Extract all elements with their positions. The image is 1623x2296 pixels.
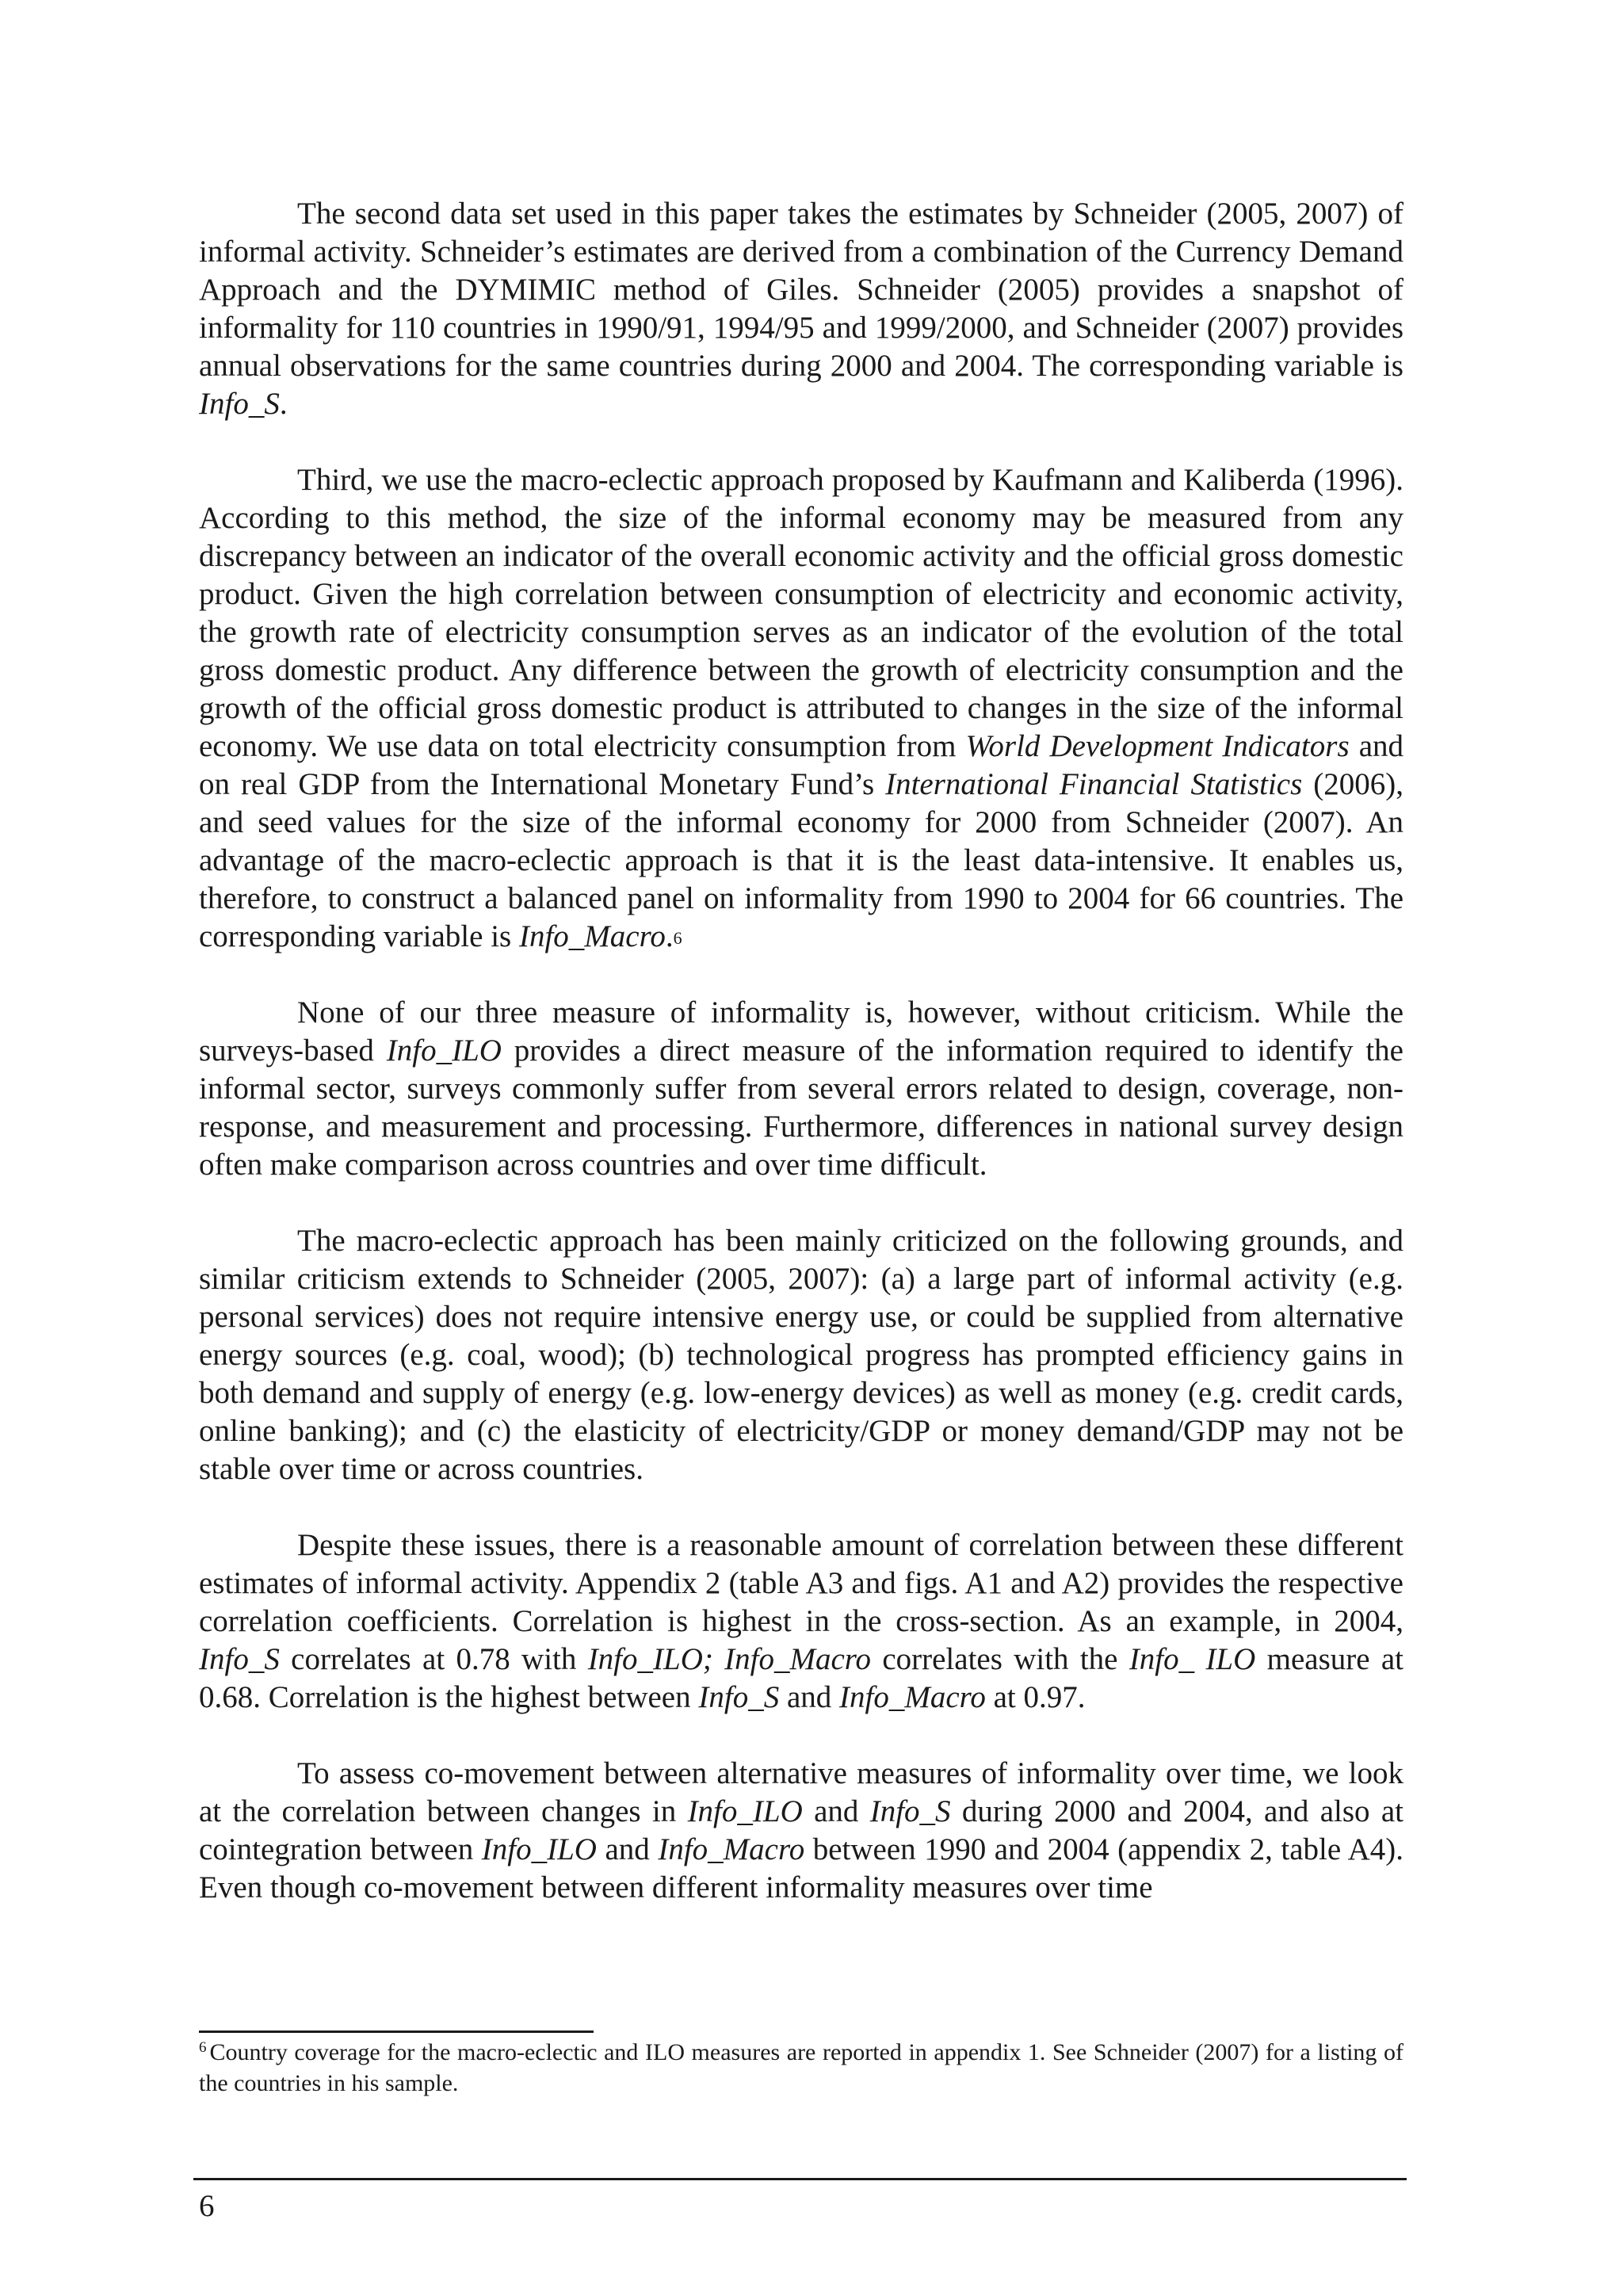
footer-rule (193, 2178, 1407, 2180)
italic-term: Info_ILO (687, 1794, 803, 1828)
footnote-text: Country coverage for the macro-eclectic and ILO measures are reported in appendix 1. See Schneider (2007) for a listing of the countries in his sample. (199, 2039, 1403, 2096)
text-run: The second data set used in this paper takes the estimates by Schneider (2005, 2007) of informal activity. Schneider’s estimates are derived from a combination of the Currency Demand Approach and the DYMIMIC method of Giles. Schneider (2005) provides a snapshot of informality for 110 countries in 1990/91, 1994/95 and 1999/2000, and Schneider (2007) provides annual observations for the same countries during 2000 and 2004. The corresponding variable is (199, 197, 1403, 383)
text-run: provides a direct measure of the information required to identify the informal sector, surveys commonly suffer from several errors related to design, coverage, non-response, and measurement and processing. Furthermore, differences in national survey design often make comparison across countries and over time difficult. (199, 1033, 1403, 1182)
paragraph (199, 1222, 1403, 1488)
text-run: The macro-eclectic approach has been mainly criticized on the following grounds, and similar criticism extends to Schneider (2005, 2007): (a) a large part of informal activity (e.g. personal services) does not require intensive energy use, or could be supplied from alternative energy sources (e.g. coal, wood); (b) technological progress has prompted efficiency gains in both demand and supply of energy (e.g. low-energy devices) as well as money (e.g. credit cards, online banking); and (c) the elasticity of electricity/GDP or money demand/GDP may not be stable over time or across countries. (199, 1224, 1403, 1486)
text-run: between 1990 and 2004 (appendix 2, table A4). Even though co-movement between different informality measures over time (199, 1832, 1403, 1904)
text-run: . (665, 919, 674, 953)
italic-term: Info_Macro (658, 1832, 805, 1866)
text-run: Third, we use the macro-eclectic approach proposed by Kaufmann and Kaliberda (1996). According to this method, the size of the informal economy may be measured from any discrepancy between an indicator of the overall economic activity and the official gross domestic product. Given the high correlation between consumption of electricity and economic activity, the growth rate of electricity consumption serves as an indicator of the evolution of the total gross domestic product. Any difference between the growth of electricity consumption and the growth of the official gross domestic product is attributed to changes in the size of the informal economy. We use data on total electricity consumption from (199, 463, 1403, 763)
page-number: 6 (199, 2189, 215, 2223)
text-run: Despite these issues, there is a reasonable amount of correlation between these different estimates of informal activity. Appendix 2 (table A3 and figs. A1 and A2) provides the respective correlation coefficients. Correlation is highest in the cross-section. As an example, in 2004, (199, 1528, 1403, 1638)
italic-term: International Financial Statistics (885, 767, 1303, 801)
text-run: and (802, 1794, 870, 1828)
footnote (199, 2037, 1403, 2099)
text-run: (2006), and seed values for the size of the informal economy for 2000 from Schneider (2007). An advantage of the macro-eclectic approach is that it is the least data-intensive. It enables us, therefore, to construct a balanced panel on informality from 1990 to 2004 for 66 countries. The corresponding variable is (199, 767, 1403, 953)
italic-term: Info_ILO (481, 1832, 597, 1866)
italic-term: Info_S (199, 387, 280, 421)
text-run: and (779, 1680, 840, 1714)
italic-term: Info_S (869, 1794, 951, 1828)
paragraph (199, 195, 1403, 423)
paragraph (199, 1755, 1403, 1907)
text-run: . (279, 387, 288, 421)
text-run: None of our three measure of informality is, however, without criticism. While the surveys-based (199, 995, 1403, 1068)
text-run: correlates with the (871, 1642, 1129, 1676)
footnote-marker: 6 (199, 2039, 207, 2056)
text-run: measure at 0.68. Correlation is the highest between (199, 1642, 1403, 1714)
body-text (199, 195, 1403, 1907)
text-run: during 2000 and 2004, and also at cointegration between (199, 1794, 1403, 1866)
italic-term: Info_S (698, 1680, 780, 1714)
paragraph (199, 461, 1403, 956)
text-run: and (596, 1832, 659, 1866)
text-run: correlates at 0.78 with (279, 1642, 588, 1676)
italic-term: Info_S (199, 1642, 280, 1676)
footnote-reference: 6 (673, 928, 682, 948)
italic-term: Info_ ILO (1128, 1642, 1256, 1676)
text-run: To assess co-movement between alternative measures of informality over time, we look at the correlation between changes in (199, 1756, 1403, 1828)
italic-term: Info_Macro (839, 1680, 986, 1714)
text-run: and on real GDP from the International Monetary Fund’s (199, 729, 1404, 801)
italic-term: Info_ILO; Info_Macro (587, 1642, 872, 1676)
paragraph (199, 994, 1403, 1184)
text-run: at 0.97. (985, 1680, 1086, 1714)
italic-term: Info_Macro (518, 919, 666, 953)
italic-term: World Development Indicators (965, 729, 1350, 763)
paragraph (199, 1526, 1403, 1717)
footnote-separator (199, 2030, 594, 2033)
italic-term: Info_ILO (386, 1033, 502, 1068)
